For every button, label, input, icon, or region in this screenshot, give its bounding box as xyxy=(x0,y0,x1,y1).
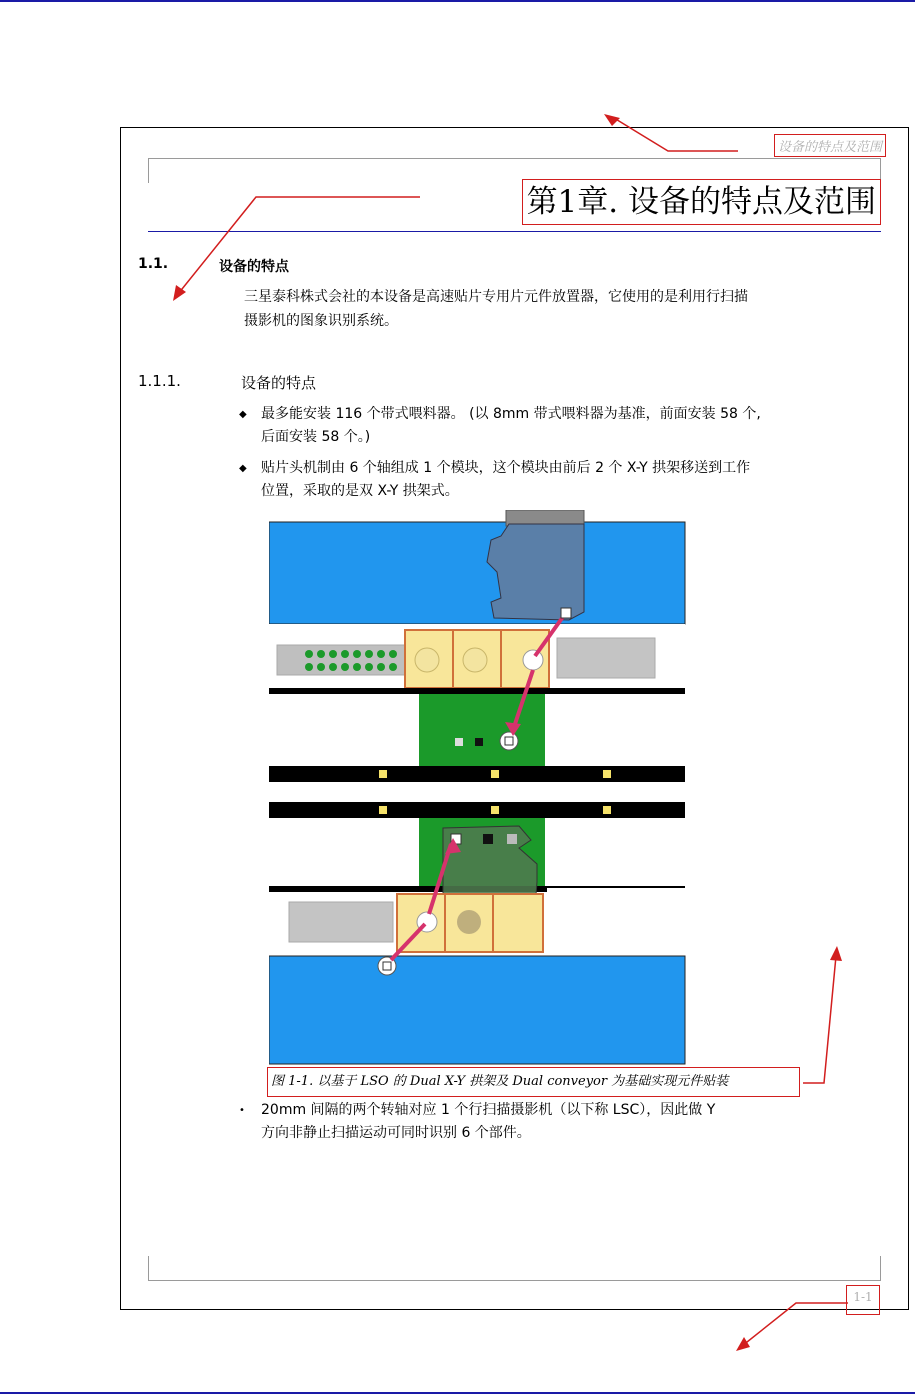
crop-mark xyxy=(148,1256,177,1281)
bullet-line: 最多能安装 116 个带式喂料器。 (以 8mm 带式喂料器为基准，前面安装 58 个, xyxy=(261,406,761,422)
intro-line: 三星泰科株式会社的本设备是高速贴片专用片元件放置器，它使用的是利用行扫描 xyxy=(244,289,748,305)
conveyor-belt xyxy=(269,766,685,782)
conveyor-rail xyxy=(269,688,685,694)
crop-mark xyxy=(148,158,177,183)
arrowhead xyxy=(604,114,620,126)
subsection-title: 设备的特点 xyxy=(241,374,317,392)
feeder-bank-left-front xyxy=(289,902,393,942)
document-page xyxy=(120,127,909,1310)
machine-diagram xyxy=(269,510,687,1072)
bullet-line: 位置，采取的是双 X-Y 拱架式。 xyxy=(261,483,459,499)
section-title: 设备的特点 xyxy=(219,259,289,275)
rear-placement-head xyxy=(487,524,584,620)
pcb-rear xyxy=(419,694,545,766)
chapter-rule xyxy=(148,231,881,232)
page-number: 1-1 xyxy=(846,1285,880,1315)
crop-mark xyxy=(852,1256,881,1281)
intro-line: 摄影机的图象识别系统。 xyxy=(244,313,398,329)
bullet-marker: • xyxy=(239,1105,245,1116)
bottom-rule xyxy=(0,1392,915,1394)
figure-caption: 图 1-1. 以基于 LSO 的 Dual X-Y 拱架及 Dual conveyor 为基础实现元件贴装 xyxy=(267,1067,800,1097)
running-header: 设备的特点及范围 xyxy=(774,134,886,157)
bullet-line: 贴片头机制由 6 个轴组成 1 个模块，这个模块由前后 2 个 X-Y 拱架移送到工作 xyxy=(261,460,751,476)
bullet-line: 方向非静止扫描运动可同时识别 6 个部件。 xyxy=(261,1125,531,1141)
feeder-bank-left xyxy=(277,645,405,675)
bullet-marker: ◆ xyxy=(239,463,247,474)
conveyor-belt xyxy=(269,802,685,818)
intro-paragraph xyxy=(244,285,894,333)
bullet-marker: ◆ xyxy=(239,409,247,420)
feeder-bank-right xyxy=(557,638,655,678)
header-rule xyxy=(176,158,881,159)
front-gantry-panel xyxy=(269,956,685,1064)
bullet-line: 后面安装 58 个。) xyxy=(261,429,371,445)
top-rule xyxy=(0,0,915,2)
chapter-title: 第1章. 设备的特点及范围 xyxy=(522,179,881,225)
footer-rule xyxy=(176,1280,881,1281)
section-number: 1.1. xyxy=(138,256,169,272)
subsection-number: 1.1.1. xyxy=(138,372,181,390)
rear-gantry-panel xyxy=(269,522,685,624)
arrowhead xyxy=(736,1337,750,1351)
bullet-line: 20mm 间隔的两个转轴对应 1 个行扫描摄影机（以下称 LSC），因此做 Y xyxy=(261,1102,716,1118)
